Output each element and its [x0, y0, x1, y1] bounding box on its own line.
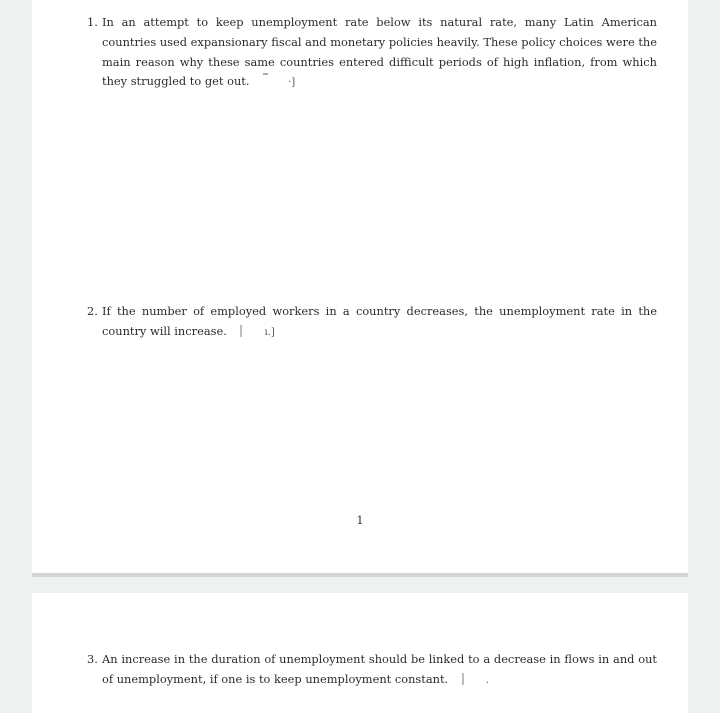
- question-number: 3.: [87, 652, 98, 666]
- answer-mark: [240, 323, 274, 343]
- question-number: 1.: [87, 15, 98, 29]
- question-3: [87, 650, 657, 691]
- question-text-wrapper: [102, 13, 657, 93]
- answer-mark-text: ı.]: [264, 326, 275, 338]
- question-text: If the number of employed workers in a country decreases, the unemployment rate in the country will increase.: [102, 304, 657, 338]
- answer-mark-text: ·]: [288, 77, 296, 89]
- question-2: [87, 302, 657, 343]
- document-page-2: [32, 593, 688, 713]
- question-text: In an attempt to keep unemployment rate below its natural rate, many Latin American countries used expansionary fiscal and monetary policies heavily. These policy choices were the main reason why these same countries entered difficult periods of high inflation, from which they struggled to get out.: [102, 15, 657, 89]
- mark-stroke-icon: [263, 73, 268, 75]
- question-text-wrapper: [102, 302, 657, 343]
- question-text-wrapper: [102, 650, 657, 691]
- question-1: [87, 13, 657, 93]
- page-divider: [32, 573, 688, 577]
- question-number: 2.: [87, 304, 98, 318]
- answer-mark: [263, 73, 295, 93]
- answer-mark-text: .: [485, 674, 489, 686]
- mark-stroke-icon: [240, 325, 242, 337]
- document-page-1: [32, 0, 688, 573]
- question-text: An increase in the duration of unemployment should be linked to a decrease in flows in and out of unemployment, if one is to keep unemployment constant.: [102, 652, 657, 686]
- answer-mark: [462, 671, 489, 691]
- mark-stroke-icon: [462, 673, 464, 685]
- page-number: 1: [356, 514, 364, 527]
